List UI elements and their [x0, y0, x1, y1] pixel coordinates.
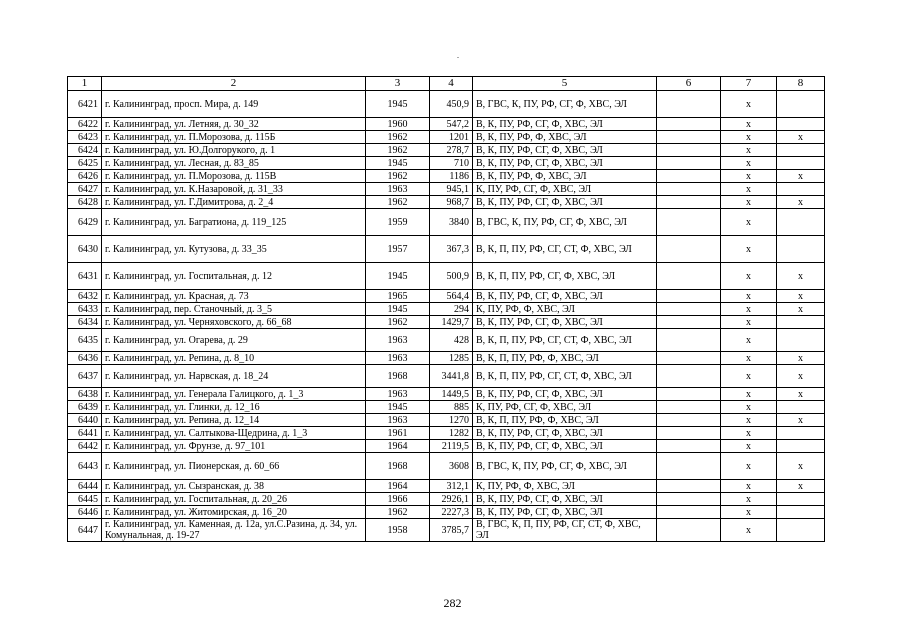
address-cell: г. Калининград, ул. Репина, д. 8_10: [102, 352, 366, 365]
header-cell: 5: [473, 77, 657, 91]
col8-mark-cell: x: [777, 170, 825, 183]
year-cell: 1962: [366, 316, 430, 329]
year-cell: 1962: [366, 170, 430, 183]
table-row: [68, 290, 825, 303]
row-number-cell: 6427: [68, 183, 102, 196]
row-number-cell: 6431: [68, 263, 102, 290]
table-row: [68, 480, 825, 493]
table-row: [68, 352, 825, 365]
address-cell: г. Калининград, ул. Госпитальная, д. 12: [102, 263, 366, 290]
col8-mark-cell: x: [777, 388, 825, 401]
col8-mark-cell: x: [777, 414, 825, 427]
area-cell: 1186: [430, 170, 473, 183]
year-cell: 1961: [366, 427, 430, 440]
year-cell: 1963: [366, 388, 430, 401]
row-number-cell: 6425: [68, 157, 102, 170]
col6-cell: [657, 352, 721, 365]
systems-cell: В, К, ПУ, РФ, СГ, Ф, ХВС, ЭЛ: [473, 316, 657, 329]
address-cell: г. Калининград, ул. Генерала Галицкого, д. 1_3: [102, 388, 366, 401]
address-cell: г. Калининград, ул. Глинки, д. 12_16: [102, 401, 366, 414]
area-cell: 2926,1: [430, 493, 473, 506]
table-row: [68, 157, 825, 170]
address-cell: г. Калининград, ул. Кутузова, д. 33_35: [102, 236, 366, 263]
year-cell: 1959: [366, 209, 430, 236]
table-row: [68, 236, 825, 263]
address-cell: г. Калининград, ул. Огарева, д. 29: [102, 329, 366, 352]
table-row: [68, 401, 825, 414]
col8-mark-cell: [777, 506, 825, 519]
systems-cell: В, ГВС, К, П, ПУ, РФ, СГ, СТ, Ф, ХВС, ЭЛ: [473, 519, 657, 542]
col7-mark-cell: x: [721, 316, 777, 329]
year-cell: 1964: [366, 480, 430, 493]
col7-mark-cell: x: [721, 131, 777, 144]
col7-mark-cell: x: [721, 440, 777, 453]
address-cell: г. Калининград, ул. Репина, д. 12_14: [102, 414, 366, 427]
area-cell: 2227,3: [430, 506, 473, 519]
area-cell: 312,1: [430, 480, 473, 493]
address-cell: г. Калининград, ул. Ю.Долгорукого, д. 1: [102, 144, 366, 157]
col7-mark-cell: x: [721, 352, 777, 365]
address-cell: г. Калининград, ул. Салтыкова-Щедрина, д. 1_3: [102, 427, 366, 440]
area-cell: 500,9: [430, 263, 473, 290]
table-row: [68, 303, 825, 316]
row-number-cell: 6444: [68, 480, 102, 493]
page-number: 282: [443, 596, 462, 610]
area-cell: 428: [430, 329, 473, 352]
col8-mark-cell: [777, 493, 825, 506]
year-cell: 1962: [366, 196, 430, 209]
row-number-cell: 6424: [68, 144, 102, 157]
col7-mark-cell: x: [721, 170, 777, 183]
row-number-cell: 6438: [68, 388, 102, 401]
systems-cell: В, ГВС, К, ПУ, РФ, СГ, Ф, ХВС, ЭЛ: [473, 453, 657, 480]
row-number-cell: 6440: [68, 414, 102, 427]
col8-mark-cell: [777, 183, 825, 196]
col6-cell: [657, 519, 721, 542]
table-row: [68, 316, 825, 329]
area-cell: 3441,8: [430, 365, 473, 388]
address-cell: г. Калининград, ул. Сызранская, д. 38: [102, 480, 366, 493]
col6-cell: [657, 236, 721, 263]
col8-mark-cell: x: [777, 263, 825, 290]
row-number-cell: 6446: [68, 506, 102, 519]
col7-mark-cell: x: [721, 209, 777, 236]
col8-mark-cell: [777, 427, 825, 440]
area-cell: 710: [430, 157, 473, 170]
row-number-cell: 6436: [68, 352, 102, 365]
systems-cell: В, К, ПУ, РФ, СГ, Ф, ХВС, ЭЛ: [473, 388, 657, 401]
col6-cell: [657, 196, 721, 209]
col8-mark-cell: x: [777, 196, 825, 209]
area-cell: 1201: [430, 131, 473, 144]
address-cell: г. Калининград, просп. Мира, д. 149: [102, 91, 366, 118]
row-number-cell: 6422: [68, 118, 102, 131]
systems-cell: К, ПУ, РФ, Ф, ХВС, ЭЛ: [473, 303, 657, 316]
area-cell: 3608: [430, 453, 473, 480]
header-cell: 1: [68, 77, 102, 91]
col7-mark-cell: x: [721, 157, 777, 170]
year-cell: 1966: [366, 493, 430, 506]
col6-cell: [657, 263, 721, 290]
table-row: [68, 427, 825, 440]
area-cell: 547,2: [430, 118, 473, 131]
col8-mark-cell: x: [777, 480, 825, 493]
address-cell: г. Калининград, ул. Житомирская, д. 16_20: [102, 506, 366, 519]
col7-mark-cell: x: [721, 401, 777, 414]
row-number-cell: 6429: [68, 209, 102, 236]
year-cell: 1960: [366, 118, 430, 131]
systems-cell: В, К, ПУ, РФ, СГ, Ф, ХВС, ЭЛ: [473, 427, 657, 440]
address-cell: г. Калининград, ул. Г.Димитрова, д. 2_4: [102, 196, 366, 209]
area-cell: 885: [430, 401, 473, 414]
col7-mark-cell: x: [721, 388, 777, 401]
year-cell: 1945: [366, 401, 430, 414]
header-cell: 4: [430, 77, 473, 91]
row-number-cell: 6421: [68, 91, 102, 118]
address-cell: г. Калининград, ул. Каменная, д. 12а, ул.С.Разина, д. 34, ул. Комунальная, д. 19-27: [102, 519, 366, 542]
systems-cell: К, ПУ, РФ, СГ, Ф, ХВС, ЭЛ: [473, 183, 657, 196]
year-cell: 1945: [366, 263, 430, 290]
address-cell: г. Калининград, ул. Летняя, д. 30_32: [102, 118, 366, 131]
year-cell: 1957: [366, 236, 430, 263]
row-number-cell: 6441: [68, 427, 102, 440]
col8-mark-cell: x: [777, 131, 825, 144]
address-cell: г. Калининград, ул. Багратиона, д. 119_125: [102, 209, 366, 236]
table-row: [68, 493, 825, 506]
area-cell: 294: [430, 303, 473, 316]
col6-cell: [657, 290, 721, 303]
row-number-cell: 6442: [68, 440, 102, 453]
col6-cell: [657, 365, 721, 388]
col8-mark-cell: [777, 209, 825, 236]
table-row: [68, 414, 825, 427]
col8-mark-cell: [777, 144, 825, 157]
housing-register-table: [67, 76, 825, 542]
col8-mark-cell: x: [777, 290, 825, 303]
year-cell: 1963: [366, 352, 430, 365]
address-cell: г. Калининград, ул. Лесная, д. 83_85: [102, 157, 366, 170]
col8-mark-cell: [777, 91, 825, 118]
column-number-header-row: [68, 77, 825, 91]
table-row: [68, 209, 825, 236]
col7-mark-cell: x: [721, 91, 777, 118]
systems-cell: В, К, ПУ, РФ, СГ, Ф, ХВС, ЭЛ: [473, 493, 657, 506]
col6-cell: [657, 329, 721, 352]
year-cell: 1962: [366, 506, 430, 519]
col7-mark-cell: x: [721, 118, 777, 131]
col7-mark-cell: x: [721, 493, 777, 506]
area-cell: 1282: [430, 427, 473, 440]
row-number-cell: 6432: [68, 290, 102, 303]
row-number-cell: 6443: [68, 453, 102, 480]
year-cell: 1962: [366, 131, 430, 144]
area-cell: 945,1: [430, 183, 473, 196]
address-cell: г. Калининград, ул. Черняховского, д. 66_68: [102, 316, 366, 329]
row-number-cell: 6435: [68, 329, 102, 352]
address-cell: г. Калининград, ул. Красная, д. 73: [102, 290, 366, 303]
area-cell: 1449,5: [430, 388, 473, 401]
row-number-cell: 6434: [68, 316, 102, 329]
col8-mark-cell: [777, 236, 825, 263]
header-cell: 3: [366, 77, 430, 91]
area-cell: 1270: [430, 414, 473, 427]
col6-cell: [657, 493, 721, 506]
col7-mark-cell: x: [721, 480, 777, 493]
area-cell: 278,7: [430, 144, 473, 157]
area-cell: 2119,5: [430, 440, 473, 453]
header-cell: 2: [102, 77, 366, 91]
col6-cell: [657, 131, 721, 144]
col7-mark-cell: x: [721, 196, 777, 209]
row-number-cell: 6439: [68, 401, 102, 414]
col6-cell: [657, 440, 721, 453]
col8-mark-cell: [777, 316, 825, 329]
col8-mark-cell: [777, 157, 825, 170]
systems-cell: В, ГВС, К, ПУ, РФ, СГ, Ф, ХВС, ЭЛ: [473, 91, 657, 118]
systems-cell: В, К, П, ПУ, РФ, СГ, СТ, Ф, ХВС, ЭЛ: [473, 329, 657, 352]
systems-cell: В, К, ПУ, РФ, СГ, Ф, ХВС, ЭЛ: [473, 506, 657, 519]
col6-cell: [657, 91, 721, 118]
col7-mark-cell: x: [721, 329, 777, 352]
col7-mark-cell: x: [721, 427, 777, 440]
area-cell: 367,3: [430, 236, 473, 263]
col8-mark-cell: x: [777, 453, 825, 480]
col8-mark-cell: [777, 118, 825, 131]
area-cell: 564,4: [430, 290, 473, 303]
year-cell: 1945: [366, 157, 430, 170]
col7-mark-cell: x: [721, 183, 777, 196]
col8-mark-cell: [777, 440, 825, 453]
scan-speck: [457, 57, 459, 58]
systems-cell: В, К, ПУ, РФ, СГ, Ф, ХВС, ЭЛ: [473, 157, 657, 170]
col7-mark-cell: x: [721, 263, 777, 290]
area-cell: 1429,7: [430, 316, 473, 329]
table-row: [68, 506, 825, 519]
row-number-cell: 6445: [68, 493, 102, 506]
row-number-cell: 6447: [68, 519, 102, 542]
table-row: [68, 131, 825, 144]
col7-mark-cell: x: [721, 236, 777, 263]
systems-cell: В, К, ПУ, РФ, СГ, Ф, ХВС, ЭЛ: [473, 440, 657, 453]
col6-cell: [657, 183, 721, 196]
col7-mark-cell: x: [721, 303, 777, 316]
systems-cell: В, К, П, ПУ, РФ, Ф, ХВС, ЭЛ: [473, 414, 657, 427]
systems-cell: В, К, ПУ, РФ, СГ, Ф, ХВС, ЭЛ: [473, 290, 657, 303]
row-number-cell: 6437: [68, 365, 102, 388]
col8-mark-cell: [777, 519, 825, 542]
table-row: [68, 196, 825, 209]
col6-cell: [657, 414, 721, 427]
address-cell: г. Калининград, ул. П.Морозова, д. 115Б: [102, 131, 366, 144]
row-number-cell: 6430: [68, 236, 102, 263]
col6-cell: [657, 316, 721, 329]
address-cell: г. Калининград, ул. К.Назаровой, д. 31_33: [102, 183, 366, 196]
address-cell: г. Калининград, ул. Нарвская, д. 18_24: [102, 365, 366, 388]
col7-mark-cell: x: [721, 453, 777, 480]
table-row: [68, 453, 825, 480]
col8-mark-cell: [777, 401, 825, 414]
address-cell: г. Калининград, ул. П.Морозова, д. 115В: [102, 170, 366, 183]
col7-mark-cell: x: [721, 519, 777, 542]
table-row: [68, 170, 825, 183]
col6-cell: [657, 170, 721, 183]
col7-mark-cell: x: [721, 506, 777, 519]
row-number-cell: 6426: [68, 170, 102, 183]
table-row: [68, 388, 825, 401]
systems-cell: В, К, ПУ, РФ, Ф, ХВС, ЭЛ: [473, 131, 657, 144]
year-cell: 1962: [366, 144, 430, 157]
year-cell: 1945: [366, 91, 430, 118]
year-cell: 1964: [366, 440, 430, 453]
systems-cell: В, К, ПУ, РФ, Ф, ХВС, ЭЛ: [473, 170, 657, 183]
col7-mark-cell: x: [721, 144, 777, 157]
systems-cell: В, ГВС, К, ПУ, РФ, СГ, Ф, ХВС, ЭЛ: [473, 209, 657, 236]
col8-mark-cell: x: [777, 365, 825, 388]
col7-mark-cell: x: [721, 290, 777, 303]
year-cell: 1963: [366, 329, 430, 352]
col6-cell: [657, 480, 721, 493]
systems-cell: В, К, П, ПУ, РФ, СГ, СТ, Ф, ХВС, ЭЛ: [473, 365, 657, 388]
col6-cell: [657, 144, 721, 157]
systems-cell: В, К, ПУ, РФ, СГ, Ф, ХВС, ЭЛ: [473, 144, 657, 157]
col6-cell: [657, 506, 721, 519]
systems-cell: В, К, П, ПУ, РФ, Ф, ХВС, ЭЛ: [473, 352, 657, 365]
area-cell: 1285: [430, 352, 473, 365]
year-cell: 1958: [366, 519, 430, 542]
table-row: [68, 118, 825, 131]
year-cell: 1945: [366, 303, 430, 316]
col6-cell: [657, 453, 721, 480]
year-cell: 1965: [366, 290, 430, 303]
col8-mark-cell: x: [777, 303, 825, 316]
col6-cell: [657, 303, 721, 316]
area-cell: 968,7: [430, 196, 473, 209]
table-row: [68, 263, 825, 290]
systems-cell: В, К, ПУ, РФ, СГ, Ф, ХВС, ЭЛ: [473, 196, 657, 209]
address-cell: г. Калининград, ул. Госпитальная, д. 20_26: [102, 493, 366, 506]
header-cell: 8: [777, 77, 825, 91]
year-cell: 1968: [366, 453, 430, 480]
col6-cell: [657, 388, 721, 401]
systems-cell: В, К, ПУ, РФ, СГ, Ф, ХВС, ЭЛ: [473, 118, 657, 131]
col6-cell: [657, 157, 721, 170]
table-row: [68, 329, 825, 352]
systems-cell: В, К, П, ПУ, РФ, СГ, Ф, ХВС, ЭЛ: [473, 263, 657, 290]
year-cell: 1963: [366, 183, 430, 196]
col7-mark-cell: x: [721, 365, 777, 388]
table-row: [68, 365, 825, 388]
address-cell: г. Калининград, пер. Станочный, д. 3_5: [102, 303, 366, 316]
col6-cell: [657, 209, 721, 236]
address-cell: г. Калининград, ул. Фрунзе, д. 97_101: [102, 440, 366, 453]
year-cell: 1968: [366, 365, 430, 388]
systems-cell: К, ПУ, РФ, Ф, ХВС, ЭЛ: [473, 480, 657, 493]
row-number-cell: 6433: [68, 303, 102, 316]
col6-cell: [657, 401, 721, 414]
row-number-cell: 6423: [68, 131, 102, 144]
table-row: [68, 519, 825, 542]
area-cell: 3840: [430, 209, 473, 236]
row-number-cell: 6428: [68, 196, 102, 209]
table-row: [68, 144, 825, 157]
col6-cell: [657, 427, 721, 440]
area-cell: 3785,7: [430, 519, 473, 542]
table-row: [68, 91, 825, 118]
systems-cell: В, К, П, ПУ, РФ, СГ, СТ, Ф, ХВС, ЭЛ: [473, 236, 657, 263]
address-cell: г. Калининград, ул. Пионерская, д. 60_66: [102, 453, 366, 480]
col6-cell: [657, 118, 721, 131]
header-cell: 6: [657, 77, 721, 91]
area-cell: 450,9: [430, 91, 473, 118]
col8-mark-cell: x: [777, 352, 825, 365]
col7-mark-cell: x: [721, 414, 777, 427]
header-cell: 7: [721, 77, 777, 91]
year-cell: 1963: [366, 414, 430, 427]
systems-cell: К, ПУ, РФ, СГ, Ф, ХВС, ЭЛ: [473, 401, 657, 414]
table-row: [68, 440, 825, 453]
col8-mark-cell: [777, 329, 825, 352]
table-row: [68, 183, 825, 196]
